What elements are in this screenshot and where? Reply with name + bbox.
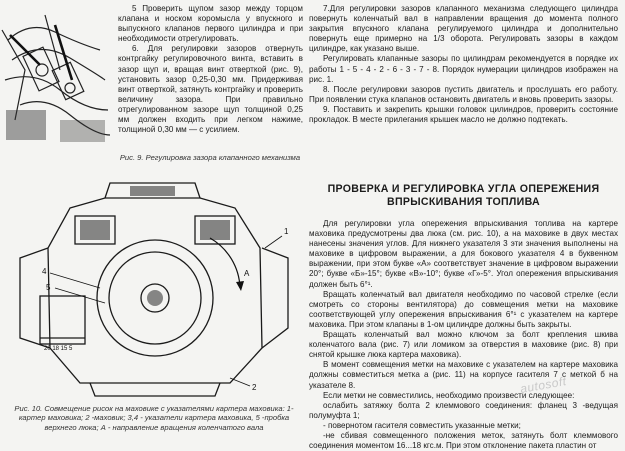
fig10-label-2: 2	[252, 383, 257, 392]
section-heading: ПРОВЕРКА И РЕГУЛИРОВКА УГЛА ОПЕРЕЖЕНИЯ ВПРЫСКИВАНИЯ ТОПЛИВА	[327, 183, 600, 208]
paragraph: Вращать коленчатый вал можно ключом за болт крепления шкива коленчатого вала (рис. 7) или ломиком за отверстия в маховике (рис. 8) при снятой крышке люка картера маховика).	[309, 330, 618, 360]
fig10-engine-flywheel-illustration	[10, 178, 295, 400]
left-column-text	[118, 4, 303, 135]
fig10-label-4: 4	[42, 267, 47, 276]
paragraph: Для регулировки угла опережения впрыскивания топлива на картере маховика предусмотрены два люка (см. рис. 10), а на маховике в двух местах нанесены значения углов. Для нижнего указателя 3 эти значения выполнены на маховике в цифровом выражении, а для бокового указателя 4 в буквенном выражении, при этом букве «А» соответствует значение в цифровом выражении 20°; букве «Б»-15°; букве «В»-10°; букве «Г»-5°. Угол опережения впрыскивания должен быть 6°¹.	[309, 219, 618, 289]
paragraph: Регулировать клапанные зазоры по цилиндрам рекомендуется в порядке их работы 1 - 5 - 4 - 2 - 6 - 3 - 7 - 8. Порядок нумерации цилиндров изображен на рис. 1.	[309, 54, 618, 84]
fig10-label-5: 5	[46, 283, 51, 292]
fig9-caption: Рис. 9. Регулировка зазора клапанного механизма	[119, 153, 301, 162]
paragraph: 7.Для регулировки зазоров клапанного механизма следующего цилиндра повернуть коленчатый вал в направлении вращения до момента полного закрытия впускного клапана регулируемого цилиндра и дополнительно повернуть еще примерно на 1/3 оборота. Регулировать зазоры в каждом цилиндре, как указано выше.	[309, 4, 618, 54]
paragraph: В момент совмещения метки на маховике с указателем на картере маховика должны совместиться метка а (рис. 11) на корпусе гасителя 7 с меткой б на указателе 8.	[309, 360, 618, 390]
fig10-label-1: 1	[284, 227, 289, 236]
paragraph: ослабить затяжку болта 2 клеммового соединения: фланец 3 -ведущая полумуфта 1;	[309, 400, 618, 420]
fig10-scale-label: 20 18 15 5	[44, 346, 73, 352]
watermark: autosoft	[519, 374, 568, 396]
paragraph: 5 Проверить щупом зазор между торцом клапана и носком коромысла у впускного и выпускного клапанов первого цилиндра и при необходимости отрегулировать.	[118, 4, 303, 44]
paragraph: - повернотом гасителя совместить указанные метки;	[323, 420, 521, 430]
right-column-bottom-text	[309, 183, 618, 451]
fig9-valve-adjustment-illustration	[0, 10, 112, 150]
paragraph: 9. Поставить и закрепить крышки головок цилиндров, проверить состояние прокладок. В месте прилегания крышек масло не должно подтекать.	[309, 104, 618, 125]
paragraph: 6. Для регулировки зазоров отвернуть контргайку регулировочного винта, вставить в зазор щуп и, вращая винт отверткой (рис. 9), установить зазор 0,25-0,30 мм. Придерживая винт отверткой, затянуть контргайку и проверить величину зазора. При правильно отрегулированном зазоре щуп толщиной 0,25 мм должен входить при легком нажиме, толщиной 0,30 мм — с усилием.	[118, 44, 303, 135]
paragraph: Если метки не совместились, необходимо произвести следующее:	[323, 390, 575, 400]
fig10-label-a: А	[244, 269, 250, 278]
paragraph: -не сбивая совмещенного положения меток, затянуть болт клеммового соединения моментом 16...18 кгс.м. При этом отклонение пакета пластин от	[309, 430, 618, 451]
fig10-caption: Рис. 10. Совмещение рисок на маховике с указателями картера маховика: 1- картер маховика; 2 -маховик; 3,4 - указатели картера маховика, 5 -пробка верхнего люка; А - направление вращения коленчатого вала	[14, 404, 294, 432]
paragraph: 8. После регулировки зазоров пустить двигатель и прослушать его работу. При появлении стука клапанов остановить двигатель и вновь проверить зазоры.	[309, 84, 618, 104]
right-column-top-text	[309, 4, 618, 125]
paragraph: Вращать коленчатый вал двигателя необходимо по часовой стрелке (если смотреть со стороны вентилятора) до совмещения метки на маховике соответствующей углу опережения впрыскивания 6°¹ с указателем на картере маховика. При этом клапаны в 1-ом цилиндре должны быть закрыты.	[309, 289, 618, 329]
